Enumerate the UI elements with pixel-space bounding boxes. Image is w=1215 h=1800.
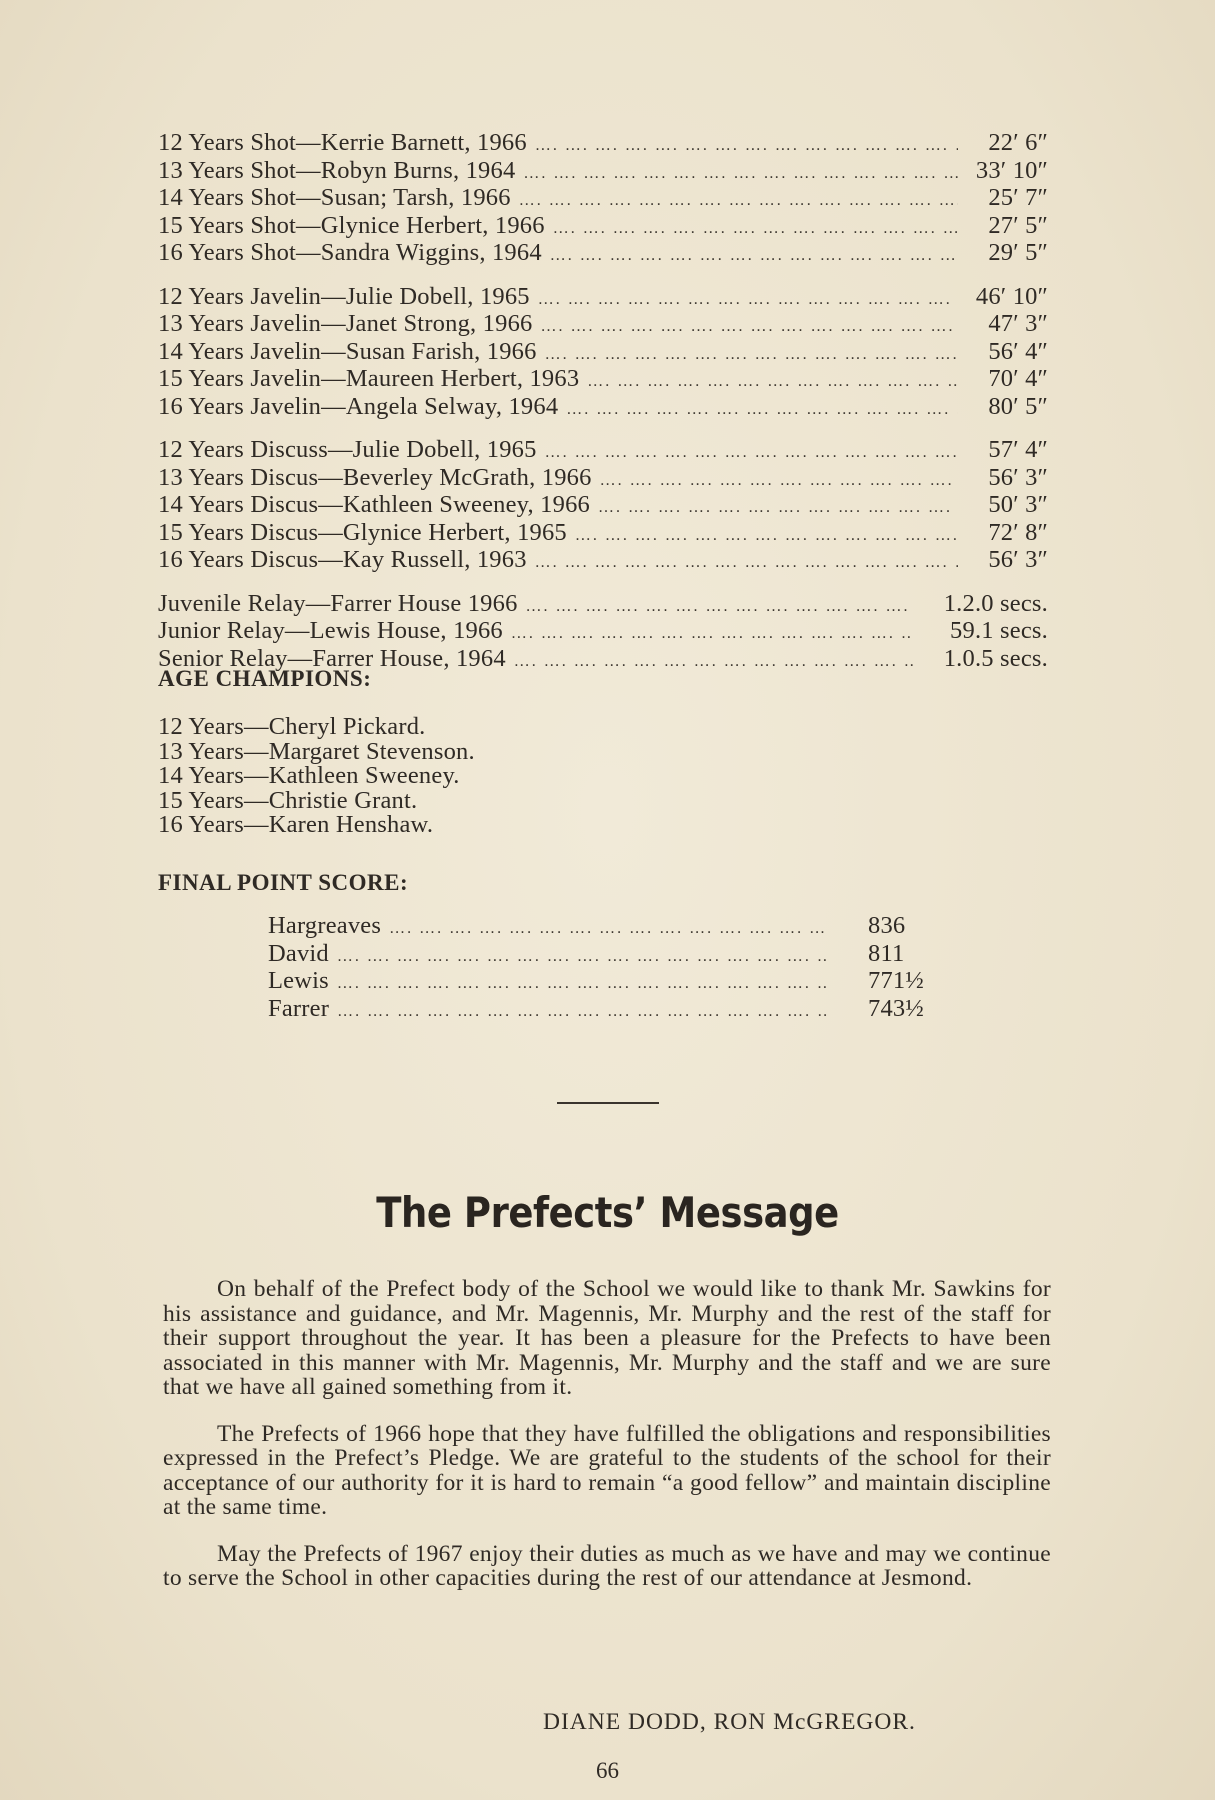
champion-item: 16 Years—Karen Henshaw. xyxy=(158,811,434,838)
record-row xyxy=(158,619,1048,647)
champion-item: 14 Years—Kathleen Sweeney. xyxy=(158,762,460,789)
record-label: 15 Years Shot—Glynice Herbert, 1966 xyxy=(158,211,545,239)
message-paragraph: The Prefects of 1966 hope that they have fulfilled the obligations and responsibilities expressed in the Prefect’s Pledge. We are grateful to the students of the school for their acceptance of our authority for it is hard to remain “a good fellow” and maintain discipline at the same time. xyxy=(163,1420,1051,1520)
champion-item: 13 Years—Margaret Stevenson. xyxy=(158,737,475,765)
record-value: 1.0.5 secs. xyxy=(943,644,1048,672)
house-score: 743½ xyxy=(868,994,924,1022)
record-label: Juvenile Relay—Farrer House 1966 xyxy=(158,589,518,617)
record-label: 16 Years Discus—Kay Russell, 1963 xyxy=(158,546,527,573)
record-label: 15 Years Javelin—Maureen Herbert, 1963 xyxy=(158,365,580,392)
record-label: Junior Relay—Lewis House, 1966 xyxy=(158,617,503,644)
champion-item: 12 Years—Cheryl Pickard. xyxy=(158,713,426,740)
record-value: 56′ 3″ xyxy=(988,546,1048,573)
record-value: 59.1 secs. xyxy=(950,617,1048,644)
record-label: 13 Years Shot—Robyn Burns, 1964 xyxy=(158,156,516,184)
record-label: Senior Relay—Farrer House, 1964 xyxy=(158,644,506,672)
house-score: 811 xyxy=(868,939,905,967)
discus-group xyxy=(158,438,1048,576)
page-title: The Prefects’ Message xyxy=(376,1188,839,1237)
record-value: 70′ 4″ xyxy=(988,365,1048,392)
record-row xyxy=(158,337,1048,368)
record-row xyxy=(158,392,1048,423)
score-row xyxy=(268,969,968,997)
house-name: Farrer xyxy=(268,994,330,1022)
record-row xyxy=(158,282,1048,313)
record-label: 12 Years Discuss—Julie Dobell, 1965 xyxy=(158,436,537,463)
record-row xyxy=(158,241,1048,269)
record-row xyxy=(158,131,1048,159)
message-paragraph: May the Prefects of 1967 enjoy their duties as much as we have and may we continue to serve the School in other capacities during the rest of our attendance at Jesmond. xyxy=(163,1540,1051,1591)
house-score: 836 xyxy=(868,912,906,939)
record-row xyxy=(158,518,1048,549)
record-row xyxy=(158,156,1048,187)
record-label: 16 Years Javelin—Angela Selway, 1964 xyxy=(158,392,559,420)
record-value: 56′ 4″ xyxy=(988,337,1048,365)
relay-group xyxy=(158,589,1048,675)
final-score-heading: FINAL POINT SCORE: xyxy=(158,870,409,895)
record-value: 50′ 3″ xyxy=(988,491,1048,518)
champion-item: 15 Years—Christie Grant. xyxy=(158,786,418,814)
record-value: 57′ 4″ xyxy=(988,436,1048,463)
record-value: 22′ 6″ xyxy=(988,129,1048,156)
section-divider xyxy=(557,1102,659,1104)
record-label: 13 Years Javelin—Janet Strong, 1966 xyxy=(158,310,533,337)
house-score: 771½ xyxy=(868,967,924,994)
final-score-heading-wrap xyxy=(158,869,1048,897)
prefects-message-body xyxy=(163,1277,1051,1613)
record-row xyxy=(158,367,1048,395)
message-paragraph: On behalf of the Prefect body of the School we would like to thank Mr. Sawkins for his assistance and guidance, and Mr. Magennis, Mr. Murphy and the rest of the staff for their support throughout the year. It has been a pleasure for the Prefects to have been associated in this manner with Mr. Magennis, Mr. Murphy and the staff and we are sure that we have all gained something from it. xyxy=(163,1276,1051,1400)
record-row xyxy=(158,312,1048,340)
record-row xyxy=(158,463,1048,494)
record-value: 46′ 10″ xyxy=(975,282,1048,310)
signature: DIANE DODD, RON McGREGOR. xyxy=(543,1709,916,1735)
age-champions-section xyxy=(158,665,1048,838)
score-row xyxy=(268,939,968,970)
record-label: 15 Years Discus—Glynice Herbert, 1965 xyxy=(158,518,567,546)
record-label: 12 Years Shot—Kerrie Barnett, 1966 xyxy=(158,129,527,156)
record-label: 14 Years Javelin—Susan Farish, 1966 xyxy=(158,337,537,365)
record-label: 14 Years Shot—Susan; Tarsh, 1966 xyxy=(158,184,511,211)
record-value: 1.2.0 secs. xyxy=(943,589,1048,617)
record-row xyxy=(158,548,1048,576)
record-value: 25′ 7″ xyxy=(988,184,1048,211)
record-value: 29′ 5″ xyxy=(988,239,1048,266)
shot-group xyxy=(158,131,1048,269)
house-name: Hargreaves xyxy=(268,912,382,939)
record-value: 72′ 8″ xyxy=(988,518,1048,546)
record-row xyxy=(158,186,1048,214)
record-label: 16 Years Shot—Sandra Wiggins, 1964 xyxy=(158,239,542,266)
age-champions-heading: AGE CHAMPIONS: xyxy=(158,666,372,691)
record-row xyxy=(158,589,1048,620)
record-label: 13 Years Discus—Beverley McGrath, 1966 xyxy=(158,463,592,491)
record-row xyxy=(158,493,1048,521)
page-number: 66 xyxy=(596,1758,619,1783)
record-label: 14 Years Discus—Kathleen Sweeney, 1966 xyxy=(158,491,590,518)
record-value: 56′ 3″ xyxy=(988,463,1048,491)
score-row xyxy=(268,914,968,942)
score-row xyxy=(268,994,968,1025)
house-name: David xyxy=(268,939,329,967)
record-value: 27′ 5″ xyxy=(988,211,1048,239)
record-row xyxy=(158,438,1048,466)
final-score-table xyxy=(268,914,968,1024)
record-value: 80′ 5″ xyxy=(988,392,1048,420)
record-row xyxy=(158,211,1048,242)
house-name: Lewis xyxy=(268,967,329,994)
record-value: 47′ 3″ xyxy=(988,310,1048,337)
javelin-group xyxy=(158,282,1048,423)
shot-records xyxy=(158,131,1048,690)
record-label: 12 Years Javelin—Julie Dobell, 1965 xyxy=(158,282,530,310)
record-value: 33′ 10″ xyxy=(975,156,1048,184)
